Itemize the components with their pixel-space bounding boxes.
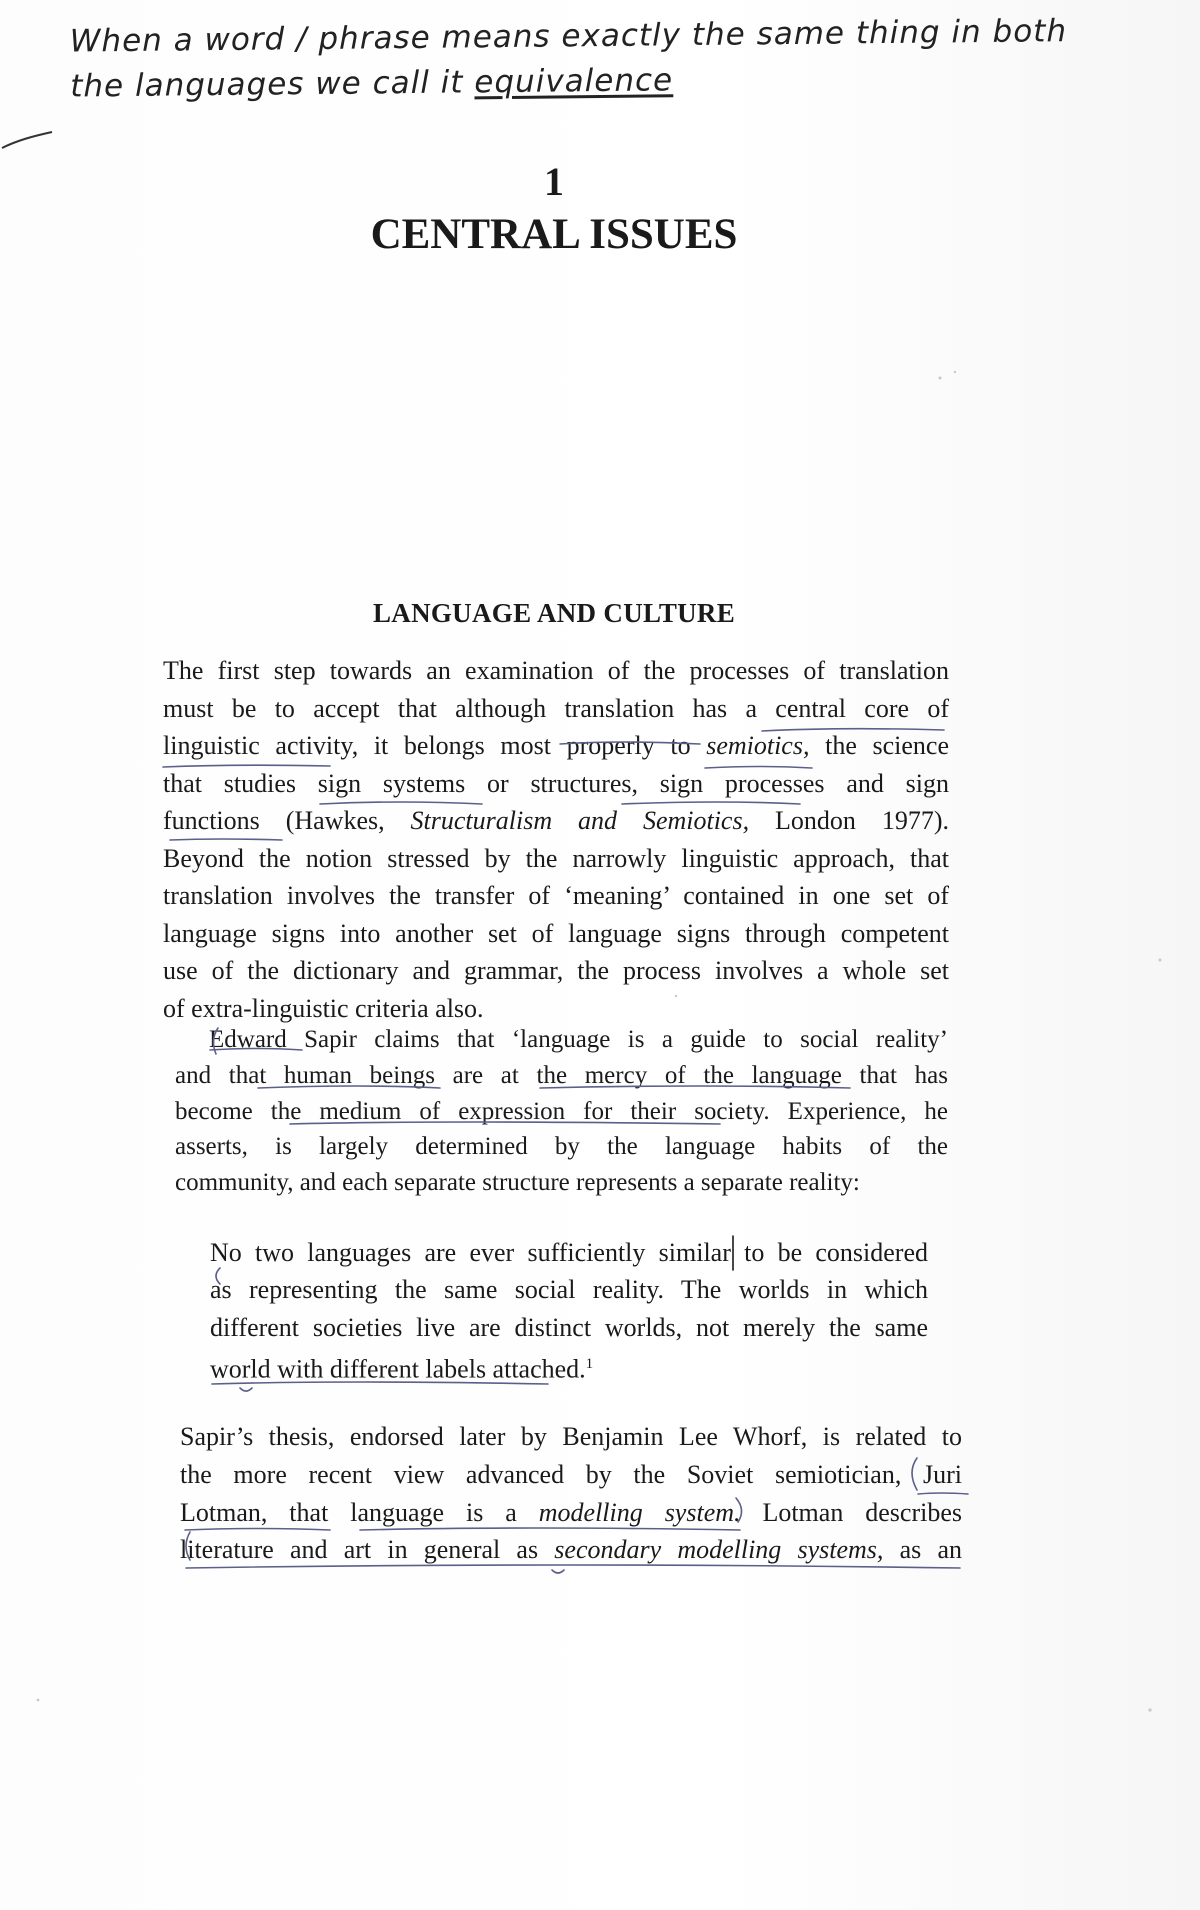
book-title: Structuralism and Semiotics,	[410, 806, 750, 835]
chapter-title: CENTRAL ISSUES	[370, 211, 738, 258]
text-line	[210, 1346, 928, 1388]
caret-mark	[240, 1388, 252, 1391]
handwritten-note	[70, 8, 1131, 109]
text-line: must be to accept that although translation has a central core of	[163, 693, 949, 723]
text-line: language signs into another set of language signs through competent	[163, 918, 949, 948]
italic-term: semiotics,	[706, 731, 810, 760]
text-line: translation involves the transfer of ‘meaning’ contained in one set of	[163, 881, 949, 910]
text-line: Sapir’s thesis, endorsed later by Benjamin Lee Whorf, is related to	[180, 1422, 962, 1451]
caret-mark	[552, 1570, 564, 1573]
text-line: of extra-linguistic criteria also.	[163, 993, 484, 1023]
text-line: become the medium of expression for their society. Experience, he	[175, 1097, 948, 1125]
text-run: the science	[809, 731, 950, 760]
text-line: asserts, is largely determined by the language habits of the	[175, 1133, 948, 1161]
text-line	[180, 1494, 962, 1532]
chapter-number: 1	[544, 159, 564, 204]
text-line: Beyond the notion stressed by the narrowly linguistic approach, that	[163, 843, 949, 873]
text-run: Lotman describes	[740, 1497, 962, 1527]
section-title: LANGUAGE AND CULTURE	[372, 598, 736, 628]
text-line: Edward Sapir claims that ‘language is a guide to social reality’	[209, 1026, 948, 1053]
paragraph-1	[163, 652, 949, 1027]
text-line: different societies live are distinct worlds, not merely the same	[210, 1312, 928, 1342]
pen-stray-mark	[0, 126, 60, 156]
text-line: that studies sign systems or structures, sign processes and sign	[163, 768, 949, 798]
paragraph-2	[175, 1022, 948, 1201]
text-line	[163, 802, 949, 840]
text-run: Lotman, that language is a	[180, 1497, 539, 1527]
text-run: as an	[883, 1535, 963, 1565]
text-run: linguistic activity, it belongs most properly to	[163, 731, 707, 760]
handwritten-note-keyword: equivalence	[474, 62, 674, 101]
text-line: The first step towards an examination of the processes of translation	[163, 656, 949, 685]
italic-term: modelling system.	[538, 1497, 741, 1527]
text-line	[163, 727, 949, 765]
handwritten-note-line-1: When a word / phrase means exactly the same thing in both	[69, 13, 1068, 60]
footnote-marker: 1	[585, 1356, 594, 1373]
text-line	[180, 1531, 962, 1569]
text-line: as representing the same social reality. The worlds in which	[210, 1275, 928, 1305]
text-line: the more recent view advanced by the Soviet semiotician, Juri	[180, 1459, 962, 1489]
text-line: use of the dictionary and grammar, the process involves a whole set	[163, 956, 949, 985]
text-run: literature and art in general as	[180, 1535, 555, 1565]
text-line: No two languages are ever sufficiently similar to be considered	[210, 1238, 928, 1267]
text-line: and that human beings are at the mercy of the language that has	[175, 1061, 948, 1089]
text-run: world with different labels attached.	[210, 1354, 586, 1384]
handwritten-note-text: the languages we call it	[70, 64, 475, 105]
text-run: functions (Hawkes,	[163, 806, 411, 835]
paragraph-3	[180, 1418, 962, 1569]
text-line: community, and each separate structure represents a separate reality:	[175, 1169, 860, 1197]
block-quote	[210, 1234, 928, 1388]
text-run: London 1977).	[749, 806, 949, 835]
italic-term: secondary modelling systems,	[554, 1535, 884, 1565]
